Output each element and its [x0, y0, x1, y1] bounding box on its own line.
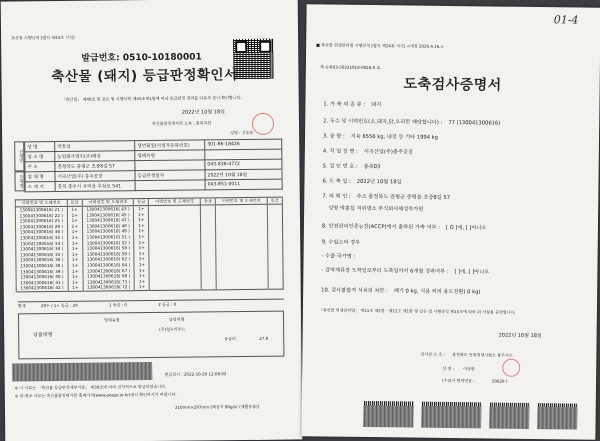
field-value: 성명 박홍섭 직위명소 주식회사해성목가원 — [328, 205, 424, 213]
table-cell: 1+ — [134, 212, 149, 218]
table-cell: 1+ — [134, 223, 149, 229]
issue-number-label: 발급번호: — [81, 53, 120, 64]
table-cell: 130041300616( 22 ) — [15, 212, 67, 218]
field-value: 2022년 10월 18일 — [356, 178, 402, 186]
footer-note-1: ※ 이 서류는 「축산물 등급판정세부기준」 제39조에 따라 전자적으로 발급되었습니다. — [14, 383, 167, 391]
table-cell: 1+ — [134, 256, 149, 262]
field-label: 8. 안전관리인증농장(ACCP)에서 출하된 가축 여부 : — [321, 223, 440, 231]
table-cell: 130041300616( 51 ) — [82, 234, 134, 240]
column-header: 이력번호 및 도체번호 — [82, 199, 134, 207]
field-row — [322, 252, 362, 259]
page-title: 축산물 (돼지) 등급판정확인서 — [51, 67, 238, 86]
table-cell — [150, 284, 202, 291]
field-label: 7. 의 뢰 인 : — [322, 193, 351, 200]
handwritten-mark: 01-4 — [553, 13, 579, 27]
table-cell: 1+ — [134, 206, 149, 212]
issue-date: 2022년 10월 18일 — [181, 109, 226, 116]
slaughter-inspection-certificate — [301, 4, 600, 440]
info-value: 박홍섭 — [55, 141, 135, 152]
info-value: 043-838-4772 — [205, 159, 282, 170]
field-label: - 수출 국가명 : — [321, 253, 356, 260]
table-cell: 130041300616( 40 ) — [16, 274, 68, 280]
field-value: 폐기 0 kg, 식용 외의 용도전환( 0 kg) — [393, 288, 481, 296]
field-value: 서곡산업(주)충주공장 — [363, 148, 414, 156]
certificate-date: 2022년 10월 18일 — [498, 332, 542, 340]
delivery-name: (주)청누리푸드 — [159, 326, 186, 332]
table-cell: 130041300616( 64 ) — [83, 262, 135, 268]
form-label: 축산법 시행규칙 [별지 제44호 서식] — [11, 34, 75, 41]
info-label: 업 체 명 — [25, 172, 55, 182]
table-cell: 1+ — [68, 268, 83, 274]
field-label: 5. 검 인 번 호 : — [322, 163, 358, 170]
barcode-icon — [489, 402, 529, 428]
table-cell: 130041300616( 36 ) — [16, 257, 68, 263]
table-cell: 130041300616( 67 ) — [83, 268, 135, 274]
info-label: 소 재 지 — [25, 182, 55, 192]
table-cell: 130041300616( 38 ) — [16, 263, 68, 269]
info-value: 충북 충주시 주덕읍 후삼로 541 — [55, 181, 135, 192]
table-cell — [216, 283, 268, 290]
field-row — [322, 204, 423, 212]
inspector-name-value: 이상한 — [463, 366, 475, 372]
delivery-header-name: 납품처명 — [169, 316, 185, 322]
table-cell: 130041300616( 28 ) — [16, 224, 68, 230]
column-header: 등급 — [267, 197, 282, 204]
table-cell: 130041300616( 34 ) — [16, 246, 68, 252]
field-label: 1. 가 축 의 종 류 : — [323, 101, 366, 108]
table-cell: 1+ — [67, 229, 82, 235]
applicant-side-label: 신청인 — [14, 141, 24, 171]
table-cell: 130041300616( 72 ) — [83, 284, 135, 291]
table-cell: 1+ — [134, 268, 149, 274]
table-cell: 1+ — [134, 240, 149, 246]
table-cell: 130041300616( 68 ) — [83, 273, 135, 279]
table-cell: 1+ — [134, 234, 149, 240]
table-cell: 130041300616( 52 ) — [82, 240, 134, 246]
table-cell: 130041300616( 33 ) — [16, 240, 68, 246]
field-label: 2. 두수 및 이력번호(소,돼지,닭,오리만 해당합니다) : — [323, 118, 443, 126]
field-value: 돼지 — [371, 102, 382, 109]
info-value: 301-86-18426 — [205, 139, 282, 150]
field-label: 4. 작 업 장 명 : — [322, 148, 358, 155]
info-label: 생년월일(사업자등록번호) — [135, 140, 205, 151]
field-row — [321, 286, 480, 295]
license-number — [442, 378, 507, 384]
field-row — [323, 117, 500, 126]
column-header: 등급 — [67, 199, 82, 206]
table-cell: 1+ — [67, 218, 82, 224]
info-label: 주 소 — [25, 162, 55, 172]
grade-certificate-document — [1, 0, 303, 441]
barcode-icon — [363, 401, 413, 428]
field-row — [323, 100, 381, 108]
total-value: 29두 / 1+ 등급 : 29 — [40, 302, 78, 309]
table-cell: 130041300616( 43 ) — [82, 206, 134, 213]
field-value: [ ]에, [ ]아니오 — [454, 269, 490, 276]
info-value: 충청북도 증평군 초중8길 57 — [55, 161, 135, 172]
table-cell: 1+ — [67, 251, 82, 257]
table-cell: 130041300616( 21 ) — [15, 206, 67, 213]
total-row — [18, 299, 284, 309]
column-header: 등급 — [200, 198, 215, 205]
table-cell: 1+ — [134, 273, 149, 279]
grade1-count: 1 등급 : 0 — [108, 302, 127, 308]
info-label: 성 명 — [25, 142, 55, 152]
slaughterhouse-side-label: 도축장 — [14, 171, 24, 191]
column-header: 이력번호 및 도체번호 — [215, 197, 267, 205]
total-label: 합계 — [17, 303, 26, 309]
table-cell: 130041300616( 25 ) — [15, 218, 67, 224]
table-cell: 1+ — [67, 224, 82, 230]
table-cell: 130041300616( 49 ) — [82, 229, 134, 235]
grade2-count: 2 등급 : 0 — [158, 301, 177, 307]
column-header: 이력번호 및 도체번호 — [149, 198, 201, 206]
table-cell: 130041300616( 48 ) — [82, 223, 134, 229]
field-value: 지육 6556 kg, 내장 등 기타 1994 kg — [350, 133, 439, 141]
inspector-name — [442, 366, 475, 371]
page-title: 도축검사증명서 — [403, 76, 502, 94]
table-cell: 1+ — [68, 257, 83, 263]
table-cell: 1+ — [135, 279, 150, 285]
field-value: 충북03 — [363, 163, 381, 171]
table-cell: 130041300616( 62 ) — [83, 257, 135, 263]
table-cell — [201, 284, 216, 290]
table-cell: 1+ — [134, 251, 149, 257]
info-label: 업태유형 — [135, 150, 205, 161]
table-cell: 130041300616( 47 ) — [82, 217, 134, 223]
column-header: 이력번호 및 도체번호 — [15, 199, 67, 207]
barcode-icon — [12, 362, 152, 381]
field-row — [321, 266, 489, 275]
field-row — [323, 132, 438, 140]
barcode-icon — [537, 403, 577, 429]
official-seal-icon — [502, 359, 520, 377]
table-cell: 130041300616( 59 ) — [83, 251, 135, 257]
column-header: 등급 — [134, 199, 149, 206]
table-cell: 1+ — [134, 262, 149, 268]
official-seal-icon — [252, 113, 274, 135]
certification-statement: 「축산물 위생관리법」 제11조 제1항 · 제12조 제1항 및 같은 법 시행규칙 제13조에 따라 위 사실을 증명합니다. — [318, 307, 516, 315]
table-cell: 130041300616( 35 ) — [16, 252, 68, 258]
table-cell: 130041300616( 39 ) — [16, 268, 68, 274]
field-value: [ O ]에, [ ]아니오 — [445, 224, 487, 232]
barcode-icon — [421, 402, 481, 429]
inspector-org — [420, 352, 512, 358]
field-row — [322, 177, 401, 185]
info-label: 업 소 명 — [25, 152, 55, 162]
field-label: 6. 도 축 일 : — [322, 178, 351, 185]
document-number: 제 송축03-20221018-0026-0 호 — [319, 64, 381, 71]
field-label: 10. 검사불합격 식육의 처분 : — [321, 287, 388, 295]
table-cell: 130041300616( 45 ) — [82, 212, 134, 218]
issue-number-value: 0510-10180001 — [122, 52, 202, 64]
table-cell: 1+ — [67, 246, 82, 252]
table-cell: 1+ — [67, 206, 82, 212]
form-label: ■ 축산물 위생관리법 시행규칙 [별지 제14호 서식] <개정 2020.4.16.> — [316, 42, 444, 49]
issuer-name: 성명 : 신동윤 — [230, 129, 254, 136]
table-cell: 130041300616( 42 ) — [16, 285, 68, 292]
table-cell: 1+ — [135, 284, 150, 290]
lot-grade-table — [15, 197, 284, 293]
paper-size-note: 210mm×297mm [백상지 80g/㎡ (재활용품)] — [174, 403, 260, 410]
delivery-grade-value: 27.8 — [259, 335, 269, 341]
delivery-header-type: 업태유형 — [104, 317, 120, 323]
table-cell: 1+ — [68, 279, 83, 285]
field-label: - 검역계류장 도착일로부터 도축일까지 6개월 경과여부 : — [321, 267, 449, 275]
table-cell: 1+ — [134, 217, 149, 223]
footer-note-2: ※ 위·변조 여부는 축산물품질평가원 홈페이지(www.ekape.or.kr)에서 확인하시기 바랍니다. — [14, 391, 177, 399]
inspector-name-label: 성 명 : — [442, 365, 454, 372]
delivery-label: 납품대행 — [33, 332, 53, 339]
delivery-grade-label: 등급비 — [224, 336, 236, 342]
info-value: 농업회사법인(주)해성 — [55, 151, 135, 162]
delivery-box — [18, 311, 284, 360]
field-value: 주소 충청북도 증평군 증평읍 초중8길 57 — [356, 193, 450, 201]
field-row — [322, 222, 487, 231]
table-cell: 1+ — [134, 228, 149, 234]
table-cell: 130041300616( 58 ) — [82, 245, 134, 251]
info-row — [25, 179, 282, 192]
license-value: 20629 ) — [491, 378, 508, 384]
table-cell: 130041300616( 32 ) — [16, 235, 68, 241]
license-label: (수의사 면허번호 : — [442, 377, 475, 384]
field-row — [323, 162, 381, 170]
inspector-org-value: 충청북도 동물위생시험소 충주지소 — [452, 352, 513, 358]
table-cell: 130041300616( 30 ) — [16, 229, 68, 235]
info-label — [135, 180, 205, 191]
intro-text: 「축산법」 제40조 및 같은 법 시행규칙 제45조제1항에 따라 등급판정 결과를 다음과 같이 확인합니다. — [61, 95, 242, 102]
info-value: 2022년 10월 18일 — [205, 169, 282, 180]
field-label: 9. 수입소의 경우 — [321, 239, 361, 246]
table-cell — [268, 283, 283, 289]
info-value: 서곡산업(주) 충주공장 — [55, 171, 135, 182]
table-cell: 130041300616( 71 ) — [83, 279, 135, 285]
table-cell: 1+ — [67, 240, 82, 246]
issued-at: 발급일시 : 2022-10-20 12:08:05 — [164, 371, 227, 377]
table-cell: 1+ — [68, 274, 83, 280]
table-cell: 130041300616( 41 ) — [16, 280, 68, 286]
table-cell: 1+ — [68, 263, 83, 269]
table-cell: 1+ — [68, 285, 83, 291]
issue-number — [81, 49, 202, 63]
field-value: 77 (130041300616) — [448, 119, 501, 127]
table-cell: 1+ — [67, 235, 82, 241]
field-row — [323, 147, 413, 155]
field-row — [322, 192, 450, 201]
table-cell: 1+ — [67, 212, 82, 218]
field-row — [322, 238, 366, 246]
issuer-org: 축산물품질평가원 소속 : 충북지원 — [151, 120, 212, 126]
field-label: 3. 중 량 : — [322, 133, 345, 140]
info-value: 043-851-0011 — [205, 179, 282, 190]
inspector-org-label: 검사관 소 속 : — [420, 351, 445, 357]
info-label: 등급판정일자 — [135, 170, 205, 181]
table-cell: 1+ — [134, 245, 149, 251]
